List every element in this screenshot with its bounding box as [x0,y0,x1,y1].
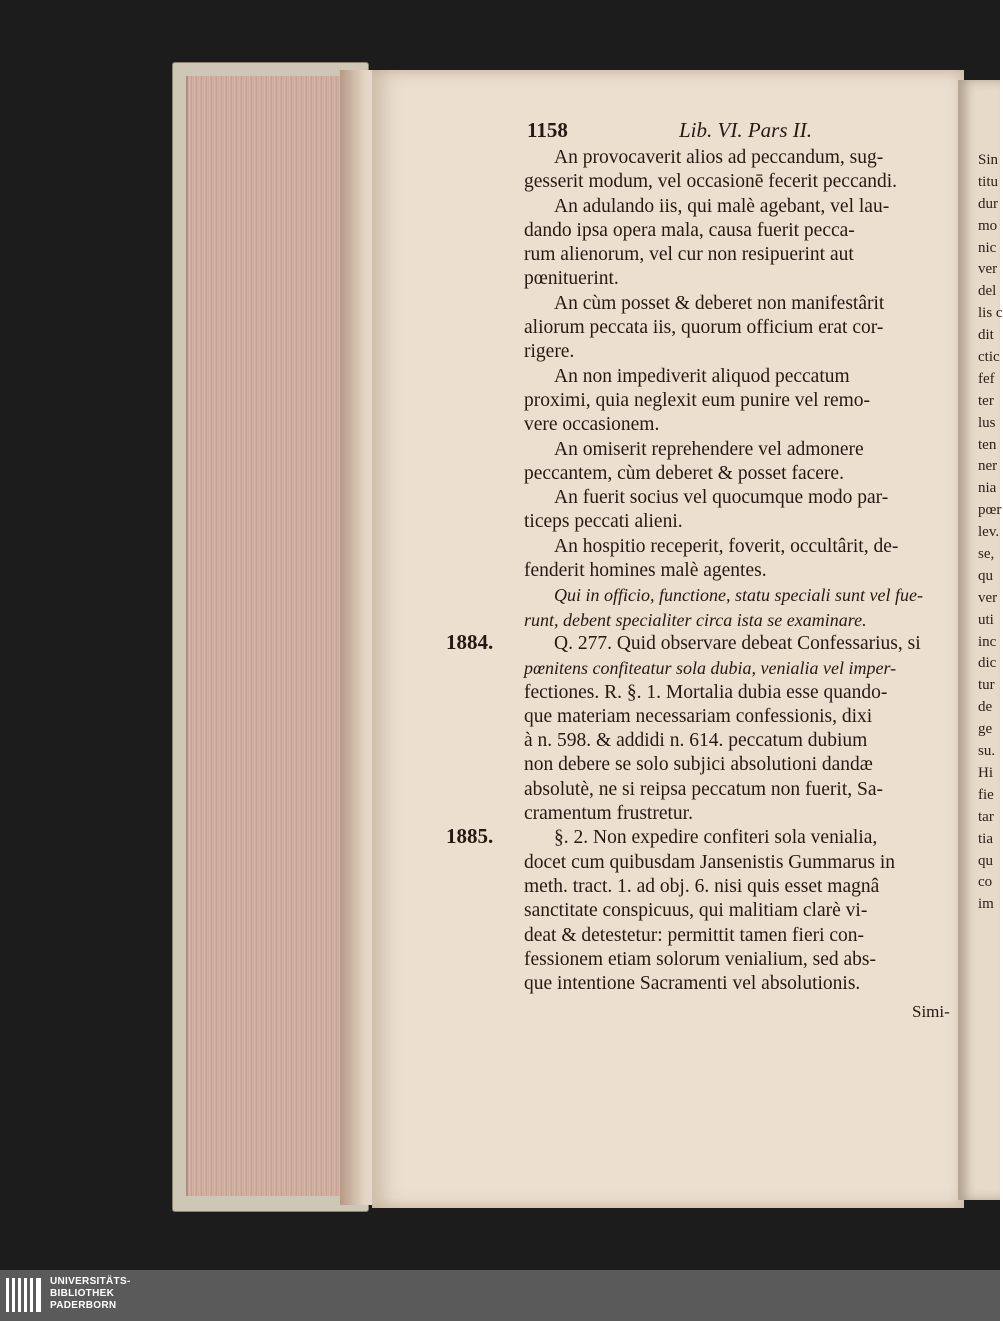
next-page-fragment: pœr [978,502,1002,519]
page-block-edge [186,76,358,1196]
text-line: cramentum frustretur. [524,803,693,825]
text-line: pœnitens confiteatur sola dubia, venialia vel imper- [524,658,897,679]
next-page-text-fragments [978,150,1003,916]
next-page-fragment: ter [978,392,994,409]
next-page-fragment: tia [978,830,993,847]
next-page-fragment: tar [978,808,994,825]
library-name-line: UNIVERSITÄTS- [50,1276,131,1287]
text-line: Q. 277. Quid observare debeat Confessarius, si [554,632,921,654]
next-page-fragment: Sin [978,152,999,168]
text-line: rum alienorum, vel cur non resipuerint aut [524,244,854,266]
next-page-fragment: dic [978,655,997,672]
text-line: An adulando iis, qui malè agebant, vel lau- [554,195,890,217]
next-page-fragment: nia [978,480,997,497]
text-line: An cùm posset & deberet non manifestârit [554,292,885,314]
page-body-text [524,146,956,996]
text-line: pœnituerint. [524,268,619,290]
text-line: dando ipsa opera mala, causa fuerit pecca- [524,219,855,241]
library-name-line: BIBLIOTHEK [50,1288,115,1299]
text-line: runt, debent specialiter circa ista se examinare. [524,609,867,630]
next-page-fragment: se, [978,546,995,563]
catchword: Simi- [912,1002,950,1021]
text-line: absolutè, ne si reipsa peccatum non fuerit, Sa- [524,778,884,800]
text-line: docet cum quibusdam Jansenistis Gummarus in [524,851,895,873]
next-page-fragment: lis c [978,305,1003,322]
next-page-fragment: ner [978,458,998,475]
margin-paragraph-number: 1884. [446,630,494,654]
text-line: deat & detestetur: permittit tamen fieri con- [524,924,865,946]
next-page-fragment: Hi [978,764,993,781]
next-page-fragment: inc [978,633,997,650]
next-page-fragment: ten [978,436,997,453]
text-line: aliorum peccata iis, quorum officium erat cor- [524,317,884,339]
next-page-fragment: lus [978,414,996,431]
next-page-fragment: mo [978,217,998,234]
next-page-fragment: nic [978,239,997,256]
next-page-fragment: im [978,896,994,913]
text-line: §. 2. Non expedire confiteri sola venialia, [554,827,878,849]
text-line: proximi, quia neglexit eum punire vel remo- [524,389,871,411]
text-line: An non impediverit aliquod peccatum [554,365,850,387]
text-line: An omiserit reprehendere vel admonere [554,438,864,460]
library-name [50,1276,131,1312]
text-line: ticeps peccati alieni. [524,511,683,533]
text-line: Qui in officio, functione, statu speciali sunt vel fue- [554,585,923,606]
text-line: fessionem etiam solorum venialium, sed abs- [524,948,877,970]
next-page-fragment: lev. [978,524,1000,541]
next-page-fragment: ge [978,721,993,738]
text-line: peccantem, cùm deberet & posset facere. [524,462,844,484]
library-name-line: PADERBORN [50,1300,117,1311]
margin-paragraph-number: 1885. [446,824,494,849]
next-page-fragment: qu [978,567,993,584]
text-line: gesserit modum, vel occasionē fecerit peccandi. [524,171,898,193]
text-line: fectiones. R. §. 1. Mortalia dubia esse quando- [524,681,888,703]
text-line: sanctitate conspicuus, qui malitiam clarè vi- [524,900,868,922]
text-line: non debere se solo subjici absolutioni dandæ [524,754,873,776]
next-page-fragment: tur [978,677,995,694]
text-line: vere occasionem. [524,414,660,436]
next-page-fragment: ctic [978,349,1000,366]
next-page-fragment: ver [978,261,998,278]
text-line: meth. tract. 1. ad obj. 6. nisi quis esset magnâ [524,875,880,897]
next-page-fragment: uti [978,611,994,628]
next-page-fragment: de [978,699,993,716]
next-page-fragment: fef [978,370,995,387]
page-number: 1158 [527,118,568,142]
library-logo-bars-icon [6,1278,42,1312]
text-line: An hospitio receperit, foverit, occultârit, de- [554,535,899,557]
next-page-fragment: dit [978,327,994,344]
next-page-fragment: titu [978,173,999,190]
next-page-fragment: ver [978,589,998,606]
running-title: Lib. VI. Pars II. [679,118,812,142]
next-page-fragment: del [978,283,997,300]
text-line: à n. 598. & addidi n. 614. peccatum dubium [524,730,868,752]
next-page-fragment: dur [978,195,998,212]
text-line: An fuerit socius vel quocumque modo par- [554,487,889,509]
text-line: An provocaverit alios ad peccandum, sug- [554,147,884,168]
text-line: que intentione Sacramenti vel absolutionis. [524,973,861,995]
next-page-fragment: su. [978,743,996,760]
next-page-fragment: co [978,874,993,891]
text-line: fenderit homines malè agentes. [524,560,767,582]
next-page-fragment: qu [978,852,993,869]
next-page-fragment: fie [978,786,994,803]
text-line: que materiam necessariam confessionis, dixi [524,705,873,727]
text-line: rigere. [524,341,575,363]
library-footer [0,1270,1000,1321]
